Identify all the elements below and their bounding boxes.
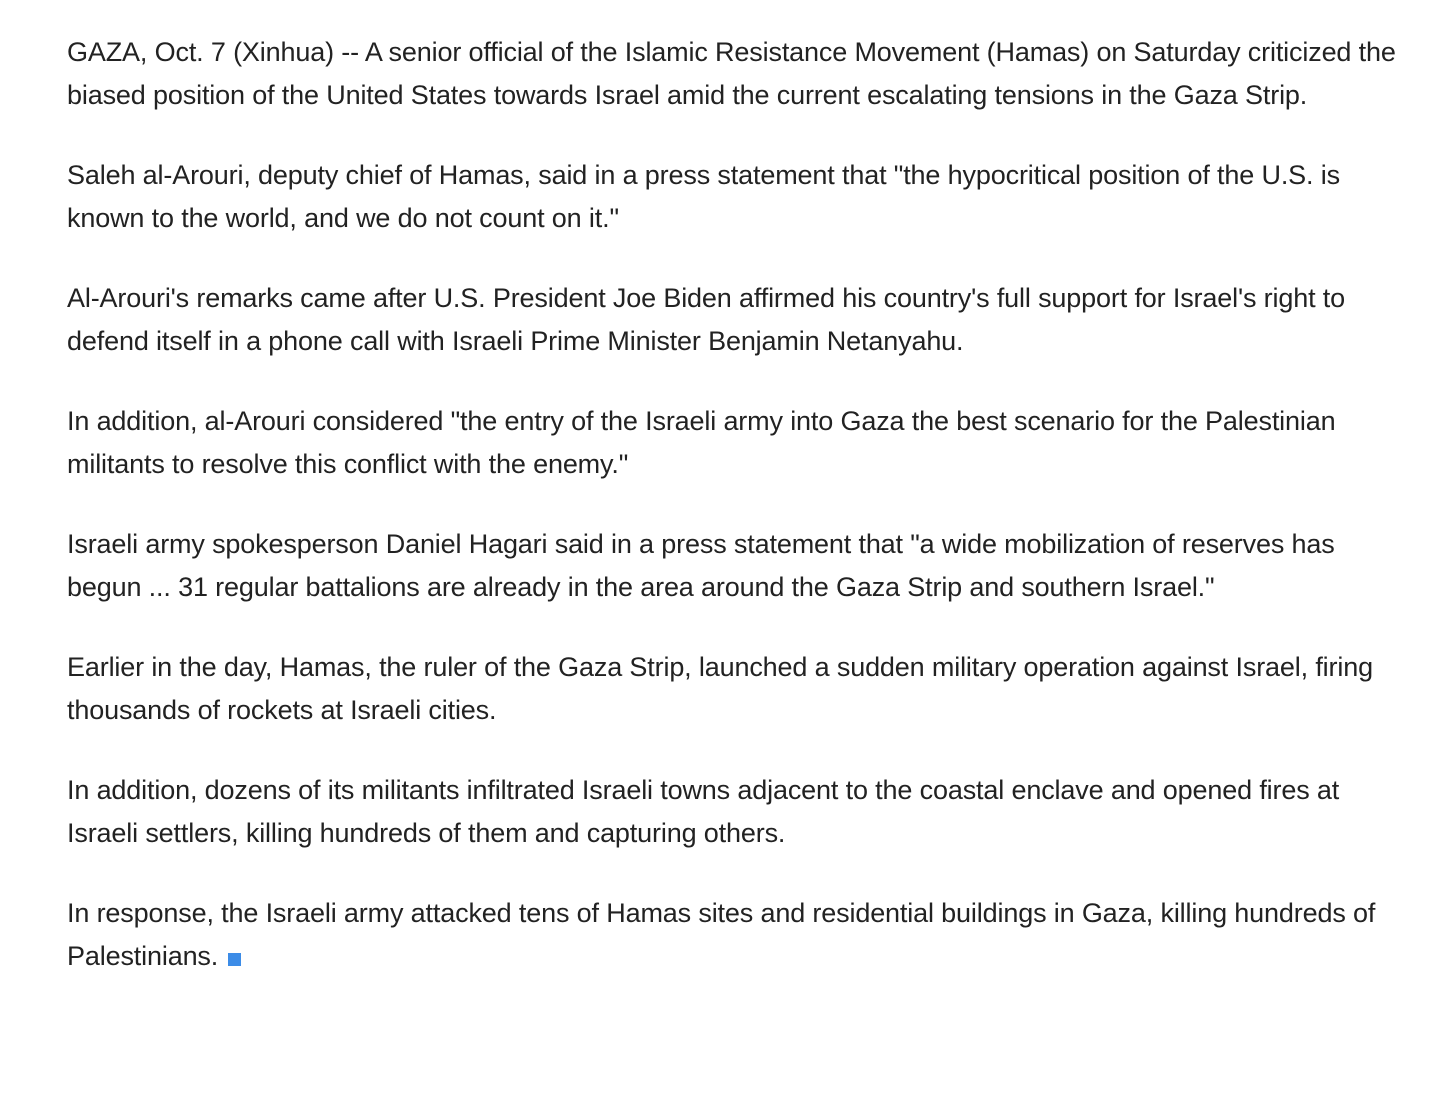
article-paragraph-6: Earlier in the day, Hamas, the ruler of the Gaza Strip, launched a sudden military operation against Israel, firing thousands of rockets at Israeli cities. <box>67 652 1373 725</box>
end-mark-icon <box>228 953 241 966</box>
article-paragraph-3: Al-Arouri's remarks came after U.S. President Joe Biden affirmed his country's full support for Israel's right to defend itself in a phone call with Israeli Prime Minister Benjamin Netanyahu. <box>67 283 1346 356</box>
article-body <box>67 31 1407 1015</box>
article-paragraph-5: Israeli army spokesperson Daniel Hagari said in a press statement that "a wide mobilization of reserves has begun ... 31 regular battalions are already in the area around the Gaza Strip and southern Israel." <box>67 529 1335 602</box>
article-paragraph-4: In addition, al-Arouri considered "the entry of the Israeli army into Gaza the best scenario for the Palestinian militants to resolve this conflict with the enemy." <box>67 406 1336 479</box>
article-paragraph-7: In addition, dozens of its militants infiltrated Israeli towns adjacent to the coastal enclave and opened fires at Israeli settlers, killing hundreds of them and capturing others. <box>67 775 1340 848</box>
article-paragraph-8: In response, the Israeli army attacked tens of Hamas sites and residential buildings in Gaza, killing hundreds of Palestinians. <box>67 898 1376 971</box>
article-paragraph-last <box>67 892 1407 977</box>
article-paragraph-2: Saleh al-Arouri, deputy chief of Hamas, said in a press statement that "the hypocritical position of the U.S. is known to the world, and we do not count on it." <box>67 160 1340 233</box>
article-paragraph-1: GAZA, Oct. 7 (Xinhua) -- A senior official of the Islamic Resistance Movement (Hamas) on Saturday criticized the biased position of the United States towards Israel amid the current escalating tensions in the Gaza Strip. <box>67 37 1396 110</box>
